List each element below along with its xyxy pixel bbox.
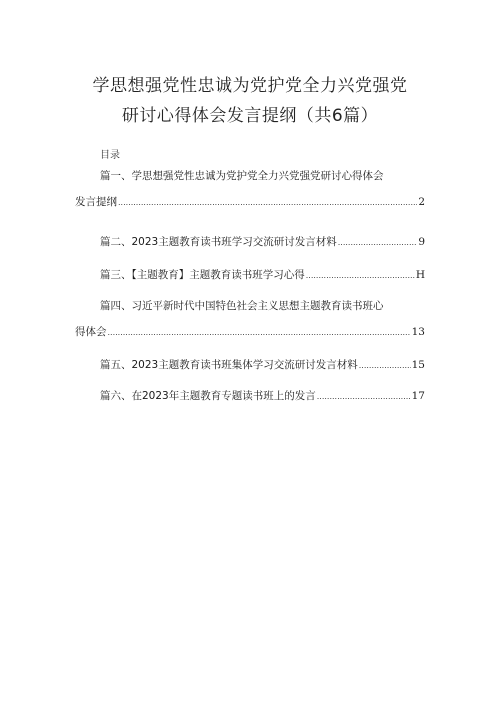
toc-entry-1-line-1 [75, 170, 425, 183]
toc-leader-dots [306, 269, 415, 282]
toc-entry-5-title: 篇五、2023主题教育读书班集体学习交流研讨发言材料 [100, 359, 358, 371]
toc-leader-dots [338, 236, 418, 249]
toc-entry-4-page: 13 [411, 326, 425, 338]
toc-entry-6-line [75, 390, 425, 403]
toc-leader-dots [317, 390, 411, 403]
toc-entry-3[interactable] [75, 269, 425, 282]
toc-entry-4-title: 篇四、习近平新时代中国特色社会主义思想主题教育读书班心 [100, 300, 384, 312]
toc-entry-2-line [75, 236, 425, 249]
toc-entry-1-line-2 [75, 196, 425, 209]
toc-heading: 目录 [100, 150, 120, 161]
toc-entry-3-page: H [415, 269, 425, 281]
toc-leader-dots [359, 359, 411, 372]
toc-entry-3-title: 篇三、【主题教育】主题教育读书班学习心得 [100, 269, 305, 281]
toc-entry-2-title: 篇二、2023主题教育读书班学习交流研讨发言材料 [100, 236, 337, 248]
toc-entry-4-title-cont: 得体会 [75, 326, 107, 338]
toc-entry-1-title: 篇一、学思想强党性忠诚为党护党全力兴党强党研讨心得体会 [100, 170, 384, 182]
toc-entry-1-page: 2 [418, 196, 425, 208]
toc-entry-4[interactable] [75, 300, 425, 339]
toc-leader-dots [108, 326, 411, 339]
toc-entry-1-title-cont: 发言提纲 [75, 196, 117, 208]
toc-entry-2[interactable] [75, 236, 425, 249]
title-line-1: 学思想强党性忠诚为党护党全力兴党强党 [92, 76, 408, 96]
toc-entry-6[interactable] [75, 390, 425, 403]
toc-leader-dots [118, 196, 417, 209]
toc-entry-1[interactable] [75, 170, 425, 209]
toc-entry-4-line-2 [75, 326, 425, 339]
toc-entry-2-page: 9 [418, 236, 425, 248]
toc-entry-6-page: 17 [411, 390, 425, 402]
toc-entry-5-page: 15 [411, 359, 425, 371]
toc-entry-5-line [75, 359, 425, 372]
document-title [40, 71, 460, 131]
toc-entry-5[interactable] [75, 359, 425, 372]
toc-entry-3-line [75, 269, 425, 282]
toc-entry-6-title: 篇六、在2023年主题教育专题读书班上的发言 [100, 390, 316, 402]
toc-entry-4-line-1 [75, 300, 425, 313]
title-line-2: 研讨心得体会发言提纲（共6篇） [121, 106, 379, 126]
